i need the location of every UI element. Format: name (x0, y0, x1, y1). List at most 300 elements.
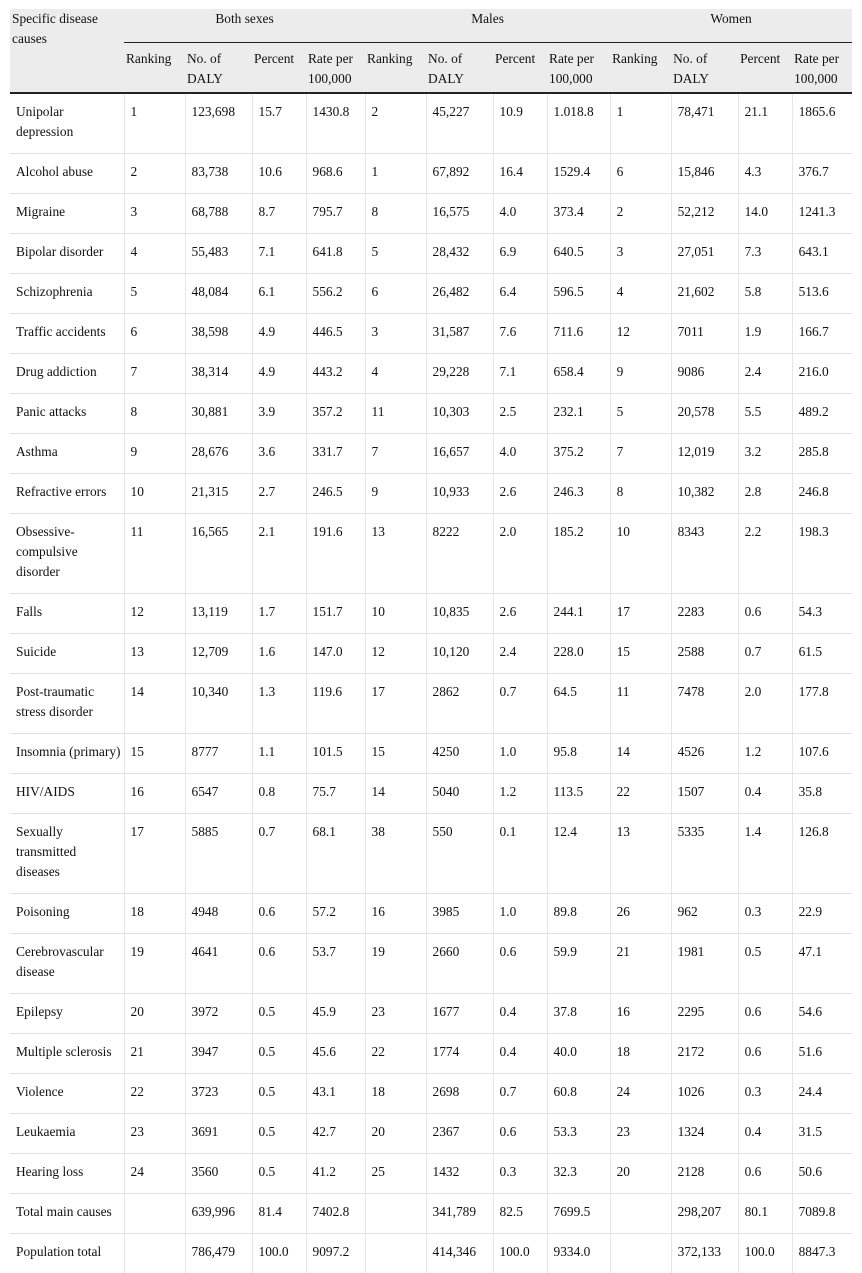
cell-both-ranking: 7 (124, 354, 185, 394)
cell-males-rate: 89.8 (547, 894, 610, 934)
cell-males-percent: 7.1 (493, 354, 547, 394)
cell-women-percent: 80.1 (738, 1194, 792, 1234)
cell-women-ranking: 3 (610, 234, 671, 274)
cell-disease-cause: Asthma (10, 434, 124, 474)
cell-males-ranking: 1 (365, 154, 426, 194)
cell-both-daly: 21,315 (185, 474, 252, 514)
cell-males-daly: 26,482 (426, 274, 493, 314)
cell-women-percent: 2.4 (738, 354, 792, 394)
table-row (10, 1034, 852, 1074)
cell-males-ranking: 16 (365, 894, 426, 934)
cell-males-percent: 0.7 (493, 674, 547, 734)
cell-both-daly: 4948 (185, 894, 252, 934)
cell-males-ranking: 22 (365, 1034, 426, 1074)
cell-women-ranking: 12 (610, 314, 671, 354)
cell-women-percent: 0.6 (738, 994, 792, 1034)
cell-women-rate: 7089.8 (792, 1194, 852, 1234)
table-row (10, 274, 852, 314)
cell-both-ranking: 14 (124, 674, 185, 734)
cell-women-percent: 0.6 (738, 1034, 792, 1074)
cell-both-rate: 147.0 (306, 634, 365, 674)
cell-males-ranking: 5 (365, 234, 426, 274)
cell-males-daly: 1677 (426, 994, 493, 1034)
header-ranking: Ranking (610, 43, 671, 93)
cell-males-daly: 1774 (426, 1034, 493, 1074)
cell-women-ranking: 11 (610, 674, 671, 734)
cell-women-percent: 2.0 (738, 674, 792, 734)
cell-disease-cause: Falls (10, 594, 124, 634)
cell-both-rate: 968.6 (306, 154, 365, 194)
cell-disease-cause: Schizophrenia (10, 274, 124, 314)
table-row (10, 354, 852, 394)
table-row (10, 894, 852, 934)
cell-both-daly: 3723 (185, 1074, 252, 1114)
cell-women-percent: 1.9 (738, 314, 792, 354)
cell-women-daly: 15,846 (671, 154, 738, 194)
cell-males-percent: 0.7 (493, 1074, 547, 1114)
cell-both-ranking: 4 (124, 234, 185, 274)
cell-both-percent: 3.6 (252, 434, 306, 474)
cell-women-percent: 1.2 (738, 734, 792, 774)
cell-women-ranking (610, 1194, 671, 1234)
cell-disease-cause: Bipolar disorder (10, 234, 124, 274)
cell-males-percent: 0.6 (493, 1114, 547, 1154)
cell-both-ranking: 10 (124, 474, 185, 514)
header-group-males (365, 9, 610, 43)
cell-both-percent: 0.5 (252, 1034, 306, 1074)
header-no-of-daly: No. of DALY (185, 43, 252, 93)
cell-males-daly: 45,227 (426, 93, 493, 154)
cell-both-percent: 0.5 (252, 1074, 306, 1114)
cell-males-ranking: 3 (365, 314, 426, 354)
cell-both-rate: 119.6 (306, 674, 365, 734)
cell-males-daly: 10,120 (426, 634, 493, 674)
cell-males-daly: 550 (426, 814, 493, 894)
cell-women-ranking: 4 (610, 274, 671, 314)
cell-women-rate: 166.7 (792, 314, 852, 354)
cell-women-ranking: 1 (610, 93, 671, 154)
cell-males-rate: 9334.0 (547, 1234, 610, 1273)
cell-women-rate: 376.7 (792, 154, 852, 194)
cell-women-rate: 54.3 (792, 594, 852, 634)
cell-both-percent: 8.7 (252, 194, 306, 234)
cell-males-percent: 100.0 (493, 1234, 547, 1273)
cell-women-ranking: 17 (610, 594, 671, 634)
cell-both-rate: 556.2 (306, 274, 365, 314)
cell-males-rate: 658.4 (547, 354, 610, 394)
cell-males-rate: 37.8 (547, 994, 610, 1034)
cell-males-ranking: 4 (365, 354, 426, 394)
cell-women-daly: 1507 (671, 774, 738, 814)
cell-women-ranking: 8 (610, 474, 671, 514)
cell-women-daly: 1981 (671, 934, 738, 994)
table-header (10, 9, 852, 93)
cell-males-rate: 12.4 (547, 814, 610, 894)
cell-both-percent: 0.6 (252, 934, 306, 994)
table-body (10, 93, 852, 1273)
cell-women-ranking: 13 (610, 814, 671, 894)
cell-males-daly: 1432 (426, 1154, 493, 1194)
cell-males-rate: 373.4 (547, 194, 610, 234)
cell-both-daly: 30,881 (185, 394, 252, 434)
table-row (10, 594, 852, 634)
cell-both-percent: 0.5 (252, 994, 306, 1034)
cell-women-percent: 100.0 (738, 1234, 792, 1273)
cell-women-daly: 7011 (671, 314, 738, 354)
cell-males-ranking: 25 (365, 1154, 426, 1194)
cell-women-percent: 0.6 (738, 594, 792, 634)
cell-males-percent: 10.9 (493, 93, 547, 154)
cell-women-daly: 298,207 (671, 1194, 738, 1234)
cell-disease-cause: Hearing loss (10, 1154, 124, 1194)
cell-women-daly: 962 (671, 894, 738, 934)
cell-males-rate: 228.0 (547, 634, 610, 674)
cell-women-ranking: 20 (610, 1154, 671, 1194)
cell-disease-cause: Epilepsy (10, 994, 124, 1034)
cell-women-ranking: 9 (610, 354, 671, 394)
cell-both-rate: 42.7 (306, 1114, 365, 1154)
cell-women-daly: 2172 (671, 1034, 738, 1074)
cell-males-daly: 8222 (426, 514, 493, 594)
cell-both-rate: 191.6 (306, 514, 365, 594)
cell-both-ranking: 16 (124, 774, 185, 814)
cell-both-daly: 5885 (185, 814, 252, 894)
cell-both-ranking: 3 (124, 194, 185, 234)
cell-disease-cause: Poisoning (10, 894, 124, 934)
cell-both-percent: 1.3 (252, 674, 306, 734)
cell-males-daly: 67,892 (426, 154, 493, 194)
cell-women-rate: 61.5 (792, 634, 852, 674)
cell-women-percent: 2.2 (738, 514, 792, 594)
cell-males-daly: 5040 (426, 774, 493, 814)
cell-women-ranking: 6 (610, 154, 671, 194)
cell-disease-cause: Unipolar depression (10, 93, 124, 154)
cell-males-percent: 2.6 (493, 474, 547, 514)
cell-both-rate: 9097.2 (306, 1234, 365, 1273)
cell-women-percent: 0.5 (738, 934, 792, 994)
cell-males-rate: 596.5 (547, 274, 610, 314)
cell-males-ranking: 8 (365, 194, 426, 234)
cell-males-ranking: 10 (365, 594, 426, 634)
cell-women-daly: 372,133 (671, 1234, 738, 1273)
cell-women-ranking: 22 (610, 774, 671, 814)
cell-both-ranking (124, 1234, 185, 1273)
cell-both-percent: 81.4 (252, 1194, 306, 1234)
cell-both-percent: 1.7 (252, 594, 306, 634)
cell-women-percent: 0.3 (738, 894, 792, 934)
cell-women-daly: 1324 (671, 1114, 738, 1154)
cell-males-ranking: 14 (365, 774, 426, 814)
cell-disease-cause: Sexually transmitted diseases (10, 814, 124, 894)
cell-both-percent: 1.1 (252, 734, 306, 774)
table-row (10, 674, 852, 734)
cell-women-rate: 1241.3 (792, 194, 852, 234)
header-percent: Percent (738, 43, 792, 93)
cell-both-rate: 45.9 (306, 994, 365, 1034)
cell-women-percent: 4.3 (738, 154, 792, 194)
table-row (10, 234, 852, 274)
cell-males-daly: 2367 (426, 1114, 493, 1154)
cell-women-ranking: 10 (610, 514, 671, 594)
cell-women-rate: 47.1 (792, 934, 852, 994)
cell-both-percent: 100.0 (252, 1234, 306, 1273)
cell-women-ranking: 26 (610, 894, 671, 934)
table-row (10, 434, 852, 474)
cell-males-percent: 6.4 (493, 274, 547, 314)
header-rate: Rate per 100,000 (306, 43, 365, 93)
cell-males-daly: 4250 (426, 734, 493, 774)
cell-disease-cause: Population total (10, 1234, 124, 1273)
cell-males-daly: 16,657 (426, 434, 493, 474)
cell-males-percent: 0.4 (493, 994, 547, 1034)
cell-males-rate: 185.2 (547, 514, 610, 594)
cell-both-daly: 123,698 (185, 93, 252, 154)
cell-women-rate: 107.6 (792, 734, 852, 774)
cell-both-daly: 83,738 (185, 154, 252, 194)
cell-males-daly: 10,303 (426, 394, 493, 434)
cell-disease-cause: Refractive errors (10, 474, 124, 514)
cell-both-daly: 38,598 (185, 314, 252, 354)
cell-males-ranking: 7 (365, 434, 426, 474)
cell-women-daly: 7478 (671, 674, 738, 734)
cell-males-ranking: 18 (365, 1074, 426, 1114)
cell-women-daly: 21,602 (671, 274, 738, 314)
cell-women-rate: 24.4 (792, 1074, 852, 1114)
cell-women-rate: 35.8 (792, 774, 852, 814)
cell-both-rate: 53.7 (306, 934, 365, 994)
cell-women-daly: 12,019 (671, 434, 738, 474)
cell-males-daly: 3985 (426, 894, 493, 934)
cell-both-rate: 57.2 (306, 894, 365, 934)
cell-males-rate: 375.2 (547, 434, 610, 474)
cell-both-ranking: 9 (124, 434, 185, 474)
cell-males-ranking (365, 1234, 426, 1273)
table-row (10, 93, 852, 154)
cell-women-percent: 2.8 (738, 474, 792, 514)
cell-women-rate: 198.3 (792, 514, 852, 594)
cell-both-ranking: 13 (124, 634, 185, 674)
header-no-of-daly: No. of DALY (426, 43, 493, 93)
cell-both-ranking: 5 (124, 274, 185, 314)
cell-males-daly: 341,789 (426, 1194, 493, 1234)
header-rate: Rate per 100,000 (547, 43, 610, 93)
cell-women-rate: 50.6 (792, 1154, 852, 1194)
cell-both-ranking: 15 (124, 734, 185, 774)
cell-women-rate: 126.8 (792, 814, 852, 894)
table-row (10, 194, 852, 234)
cell-disease-cause: Traffic accidents (10, 314, 124, 354)
cell-disease-cause: Leukaemia (10, 1114, 124, 1154)
cell-males-percent: 2.5 (493, 394, 547, 434)
cell-both-ranking: 8 (124, 394, 185, 434)
cell-both-daly: 12,709 (185, 634, 252, 674)
table-row (10, 1074, 852, 1114)
cell-both-daly: 10,340 (185, 674, 252, 734)
cell-both-ranking: 12 (124, 594, 185, 634)
header-group-women (610, 9, 852, 43)
cell-disease-cause: Insomnia (primary) (10, 734, 124, 774)
cell-males-rate: 32.3 (547, 1154, 610, 1194)
cell-both-daly: 48,084 (185, 274, 252, 314)
cell-both-daly: 3972 (185, 994, 252, 1034)
cell-males-daly: 414,346 (426, 1234, 493, 1273)
cell-both-percent: 4.9 (252, 354, 306, 394)
cell-males-ranking: 38 (365, 814, 426, 894)
cell-both-daly: 13,119 (185, 594, 252, 634)
cell-women-ranking: 15 (610, 634, 671, 674)
cell-both-percent: 2.7 (252, 474, 306, 514)
cell-males-ranking: 11 (365, 394, 426, 434)
cell-women-daly: 9086 (671, 354, 738, 394)
cell-males-percent: 0.3 (493, 1154, 547, 1194)
cell-males-daly: 16,575 (426, 194, 493, 234)
cell-males-ranking: 6 (365, 274, 426, 314)
cell-males-percent: 1.0 (493, 734, 547, 774)
header-group-label: Both sexes (124, 9, 365, 43)
cell-both-rate: 795.7 (306, 194, 365, 234)
cell-males-rate: 711.6 (547, 314, 610, 354)
header-rate: Rate per 100,000 (792, 43, 852, 93)
cell-both-rate: 246.5 (306, 474, 365, 514)
cell-males-rate: 244.1 (547, 594, 610, 634)
cell-disease-cause: Drug addiction (10, 354, 124, 394)
cell-males-daly: 29,228 (426, 354, 493, 394)
table-row (10, 734, 852, 774)
cell-women-daly: 2588 (671, 634, 738, 674)
cell-women-percent: 21.1 (738, 93, 792, 154)
table-row (10, 994, 852, 1034)
cell-males-ranking: 19 (365, 934, 426, 994)
cell-women-percent: 14.0 (738, 194, 792, 234)
cell-women-ranking: 16 (610, 994, 671, 1034)
cell-males-percent: 1.2 (493, 774, 547, 814)
cell-males-percent: 2.6 (493, 594, 547, 634)
cell-both-daly: 28,676 (185, 434, 252, 474)
cell-women-daly: 8343 (671, 514, 738, 594)
cell-both-percent: 7.1 (252, 234, 306, 274)
table-row (10, 1194, 852, 1234)
cell-women-daly: 20,578 (671, 394, 738, 434)
cell-males-daly: 28,432 (426, 234, 493, 274)
cell-males-ranking: 20 (365, 1114, 426, 1154)
cell-both-percent: 0.5 (252, 1154, 306, 1194)
cell-both-rate: 641.8 (306, 234, 365, 274)
cell-disease-cause: Post-traumatic stress disorder (10, 674, 124, 734)
cell-women-daly: 2128 (671, 1154, 738, 1194)
cell-both-ranking: 24 (124, 1154, 185, 1194)
cell-both-daly: 16,565 (185, 514, 252, 594)
cell-women-daly: 78,471 (671, 93, 738, 154)
cell-both-daly: 6547 (185, 774, 252, 814)
cell-both-rate: 43.1 (306, 1074, 365, 1114)
cell-women-rate: 513.6 (792, 274, 852, 314)
header-ranking: Ranking (365, 43, 426, 93)
cell-women-percent: 0.4 (738, 774, 792, 814)
cell-women-daly: 10,382 (671, 474, 738, 514)
table-row (10, 934, 852, 994)
cell-males-rate: 53.3 (547, 1114, 610, 1154)
cell-both-rate: 331.7 (306, 434, 365, 474)
cell-both-rate: 446.5 (306, 314, 365, 354)
table-row (10, 314, 852, 354)
cell-both-ranking: 2 (124, 154, 185, 194)
cell-women-rate: 1865.6 (792, 93, 852, 154)
cell-women-daly: 27,051 (671, 234, 738, 274)
cell-women-ranking: 5 (610, 394, 671, 434)
cell-males-rate: 64.5 (547, 674, 610, 734)
cell-women-rate: 246.8 (792, 474, 852, 514)
cell-both-rate: 68.1 (306, 814, 365, 894)
cell-women-percent: 5.8 (738, 274, 792, 314)
cell-both-daly: 786,479 (185, 1234, 252, 1273)
cell-both-rate: 1430.8 (306, 93, 365, 154)
cell-women-percent: 3.2 (738, 434, 792, 474)
header-disease-causes: Specific disease causes (10, 9, 124, 93)
cell-both-ranking: 11 (124, 514, 185, 594)
cell-both-percent: 6.1 (252, 274, 306, 314)
cell-women-rate: 8847.3 (792, 1234, 852, 1273)
cell-women-percent: 7.3 (738, 234, 792, 274)
cell-women-percent: 0.7 (738, 634, 792, 674)
cell-both-rate: 443.2 (306, 354, 365, 394)
cell-males-daly: 2862 (426, 674, 493, 734)
header-percent: Percent (493, 43, 547, 93)
cell-males-daly: 31,587 (426, 314, 493, 354)
cell-women-ranking: 21 (610, 934, 671, 994)
cell-males-ranking (365, 1194, 426, 1234)
cell-women-ranking (610, 1234, 671, 1273)
cell-both-rate: 7402.8 (306, 1194, 365, 1234)
cell-both-rate: 151.7 (306, 594, 365, 634)
cell-males-rate: 113.5 (547, 774, 610, 814)
cell-males-percent: 4.0 (493, 434, 547, 474)
cell-males-rate: 59.9 (547, 934, 610, 994)
cell-males-daly: 10,835 (426, 594, 493, 634)
cell-disease-cause: Obsessive-compulsive disorder (10, 514, 124, 594)
cell-males-ranking: 15 (365, 734, 426, 774)
cell-males-daly: 10,933 (426, 474, 493, 514)
cell-males-rate: 232.1 (547, 394, 610, 434)
cell-males-ranking: 23 (365, 994, 426, 1034)
cell-both-percent: 0.5 (252, 1114, 306, 1154)
cell-males-daly: 2698 (426, 1074, 493, 1114)
cell-both-daly: 4641 (185, 934, 252, 994)
cell-males-percent: 82.5 (493, 1194, 547, 1234)
table-row (10, 1154, 852, 1194)
cell-males-rate: 60.8 (547, 1074, 610, 1114)
cell-disease-cause: Multiple sclerosis (10, 1034, 124, 1074)
cell-males-rate: 95.8 (547, 734, 610, 774)
cell-both-daly: 55,483 (185, 234, 252, 274)
table-row (10, 474, 852, 514)
cell-women-rate: 643.1 (792, 234, 852, 274)
cell-both-daly: 38,314 (185, 354, 252, 394)
cell-women-daly: 52,212 (671, 194, 738, 234)
cell-women-ranking: 24 (610, 1074, 671, 1114)
header-group-label: Males (365, 9, 610, 43)
table-row (10, 814, 852, 894)
cell-both-ranking (124, 1194, 185, 1234)
cell-males-percent: 2.4 (493, 634, 547, 674)
cell-both-rate: 41.2 (306, 1154, 365, 1194)
cell-both-percent: 0.6 (252, 894, 306, 934)
header-ranking: Ranking (124, 43, 185, 93)
table-row (10, 394, 852, 434)
cell-women-rate: 31.5 (792, 1114, 852, 1154)
cell-women-daly: 4526 (671, 734, 738, 774)
cell-both-percent: 2.1 (252, 514, 306, 594)
cell-women-ranking: 7 (610, 434, 671, 474)
